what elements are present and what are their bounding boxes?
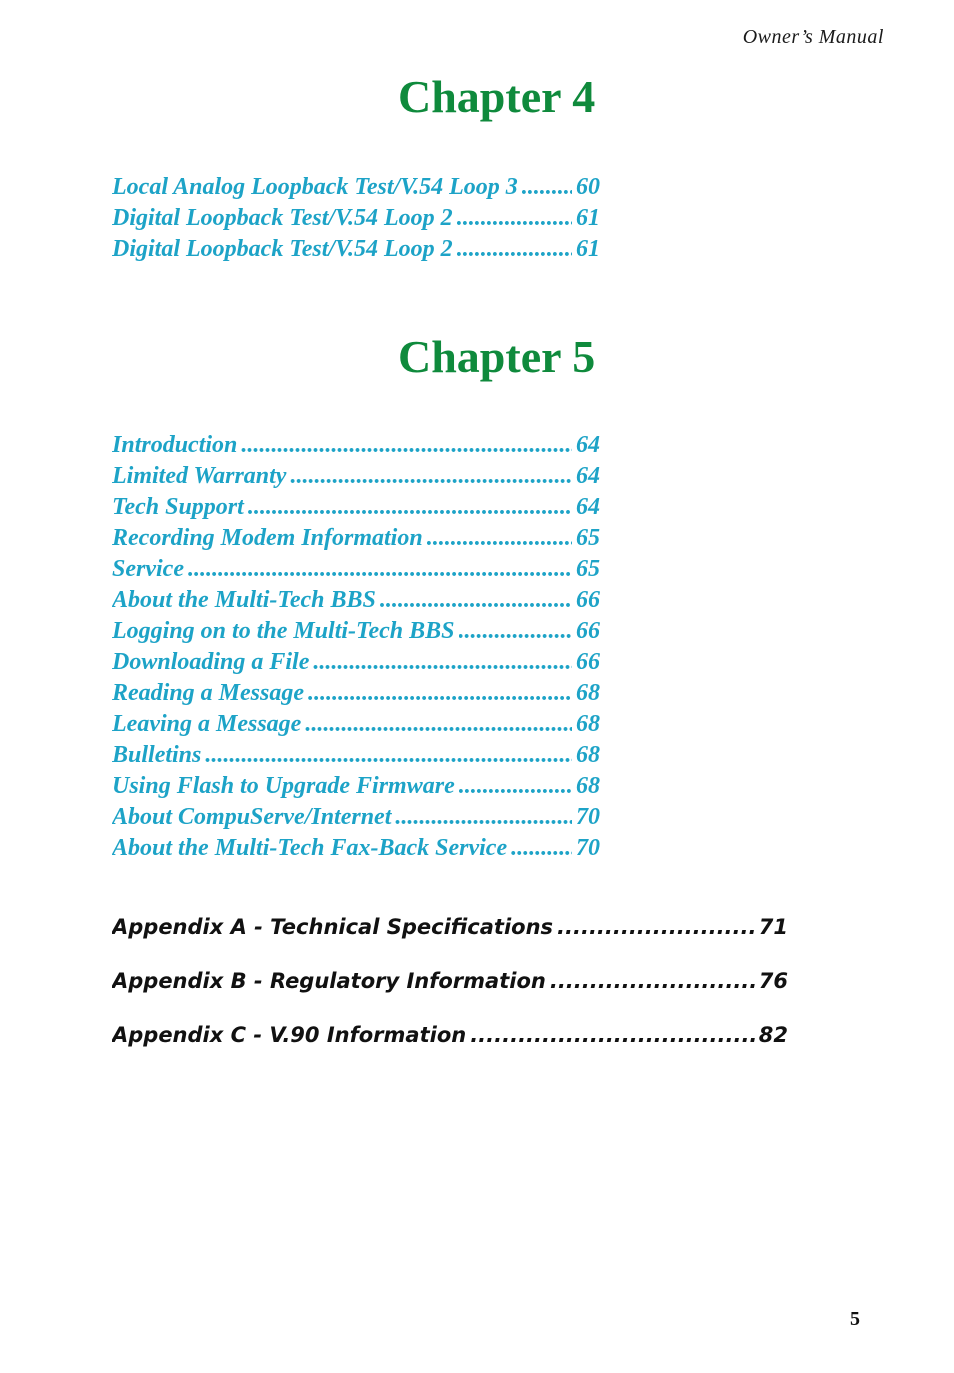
appendix-entry[interactable] bbox=[112, 1020, 788, 1074]
toc-entry-title: Using Flash to Upgrade Firmware bbox=[112, 773, 455, 799]
appendix-entry[interactable] bbox=[112, 912, 788, 966]
toc-entry[interactable] bbox=[112, 523, 600, 554]
dot-leader bbox=[459, 771, 572, 802]
dot-leader bbox=[305, 709, 572, 740]
toc-entry-page: 66 bbox=[576, 618, 600, 644]
dot-leader bbox=[241, 430, 572, 461]
appendix-page: 82 bbox=[758, 1023, 788, 1047]
dot-leader bbox=[313, 647, 572, 678]
toc-entry-page: 64 bbox=[576, 494, 600, 520]
dot-leader bbox=[557, 912, 755, 942]
toc-entry[interactable] bbox=[112, 234, 600, 265]
appendix-entry[interactable] bbox=[112, 966, 788, 1020]
appendix-list bbox=[112, 912, 788, 1074]
toc-entry-title: Limited Warranty bbox=[112, 463, 287, 489]
toc-entry[interactable] bbox=[112, 461, 600, 492]
appendix-title: Appendix B - Regulatory Information bbox=[112, 969, 546, 993]
appendix-page: 76 bbox=[758, 969, 788, 993]
toc-entry[interactable] bbox=[112, 709, 600, 740]
toc-entry-title: Digital Loopback Test/V.54 Loop 2 bbox=[112, 205, 453, 231]
toc-entry-page: 65 bbox=[576, 525, 600, 551]
toc-entry-title: About the Multi-Tech BBS bbox=[112, 587, 376, 613]
toc-entry-title: About the Multi-Tech Fax-Back Service bbox=[112, 835, 508, 861]
toc-entry-page: 68 bbox=[576, 680, 600, 706]
toc-entry[interactable] bbox=[112, 833, 600, 864]
dot-leader bbox=[380, 585, 572, 616]
chapter-4-title: Chapter 4 bbox=[398, 71, 596, 122]
toc-entry-title: Digital Loopback Test/V.54 Loop 2 bbox=[112, 236, 453, 262]
toc-entry-page: 66 bbox=[576, 587, 600, 613]
toc-entry-title: Leaving a Message bbox=[112, 711, 302, 737]
toc-entry[interactable] bbox=[112, 616, 600, 647]
toc-entry-title: Reading a Message bbox=[112, 680, 304, 706]
dot-leader bbox=[308, 678, 572, 709]
toc-entry-title: About CompuServe/Internet bbox=[112, 804, 392, 830]
toc-entry[interactable] bbox=[112, 678, 600, 709]
toc-entry[interactable] bbox=[112, 802, 600, 833]
appendix-title: Appendix C - V.90 Information bbox=[112, 1023, 467, 1047]
dot-leader bbox=[459, 616, 572, 647]
dot-leader bbox=[470, 1020, 755, 1050]
toc-entry-page: 70 bbox=[576, 835, 600, 861]
toc-entry-page: 65 bbox=[576, 556, 600, 582]
toc-entry-title: Tech Support bbox=[112, 494, 244, 520]
dot-leader bbox=[522, 172, 572, 203]
toc-entry[interactable] bbox=[112, 172, 600, 203]
dot-leader bbox=[395, 802, 572, 833]
toc-entry-title: Downloading a File bbox=[112, 649, 310, 675]
dot-leader bbox=[511, 833, 572, 864]
toc-entry-title: Bulletins bbox=[112, 742, 202, 768]
toc-entry-title: Logging on to the Multi-Tech BBS bbox=[112, 618, 455, 644]
toc-entry-page: 60 bbox=[576, 174, 600, 200]
dot-leader bbox=[248, 492, 572, 523]
chapter-4-toc bbox=[112, 172, 600, 265]
toc-entry-page: 68 bbox=[576, 742, 600, 768]
chapter-5-title: Chapter 5 bbox=[398, 331, 596, 382]
dot-leader bbox=[457, 234, 572, 265]
toc-entry-page: 70 bbox=[576, 804, 600, 830]
appendix-title: Appendix A - Technical Specifications bbox=[112, 915, 554, 939]
toc-entry-page: 64 bbox=[576, 432, 600, 458]
toc-entry[interactable] bbox=[112, 585, 600, 616]
toc-entry[interactable] bbox=[112, 203, 600, 234]
toc-entry[interactable] bbox=[112, 771, 600, 802]
toc-entry-title: Service bbox=[112, 556, 184, 582]
running-header: Owner’s Manual bbox=[742, 26, 884, 48]
appendix-page: 71 bbox=[758, 915, 788, 939]
dot-leader bbox=[290, 461, 572, 492]
dot-leader bbox=[550, 966, 755, 996]
dot-leader bbox=[205, 740, 572, 771]
toc-entry-page: 68 bbox=[576, 711, 600, 737]
chapter-5-toc bbox=[112, 430, 600, 864]
toc-entry-page: 68 bbox=[576, 773, 600, 799]
toc-entry-page: 61 bbox=[576, 205, 600, 231]
dot-leader bbox=[457, 203, 572, 234]
toc-entry[interactable] bbox=[112, 740, 600, 771]
page-number: 5 bbox=[850, 1308, 860, 1330]
toc-entry-title: Recording Modem Information bbox=[112, 525, 423, 551]
dot-leader bbox=[427, 523, 572, 554]
toc-entry-page: 64 bbox=[576, 463, 600, 489]
dot-leader bbox=[188, 554, 572, 585]
toc-entry-title: Introduction bbox=[112, 432, 238, 458]
toc-entry-title: Local Analog Loopback Test/V.54 Loop 3 bbox=[112, 174, 518, 200]
toc-entry[interactable] bbox=[112, 492, 600, 523]
toc-entry-page: 61 bbox=[576, 236, 600, 262]
toc-entry[interactable] bbox=[112, 647, 600, 678]
toc-entry[interactable] bbox=[112, 430, 600, 461]
toc-entry[interactable] bbox=[112, 554, 600, 585]
toc-entry-page: 66 bbox=[576, 649, 600, 675]
